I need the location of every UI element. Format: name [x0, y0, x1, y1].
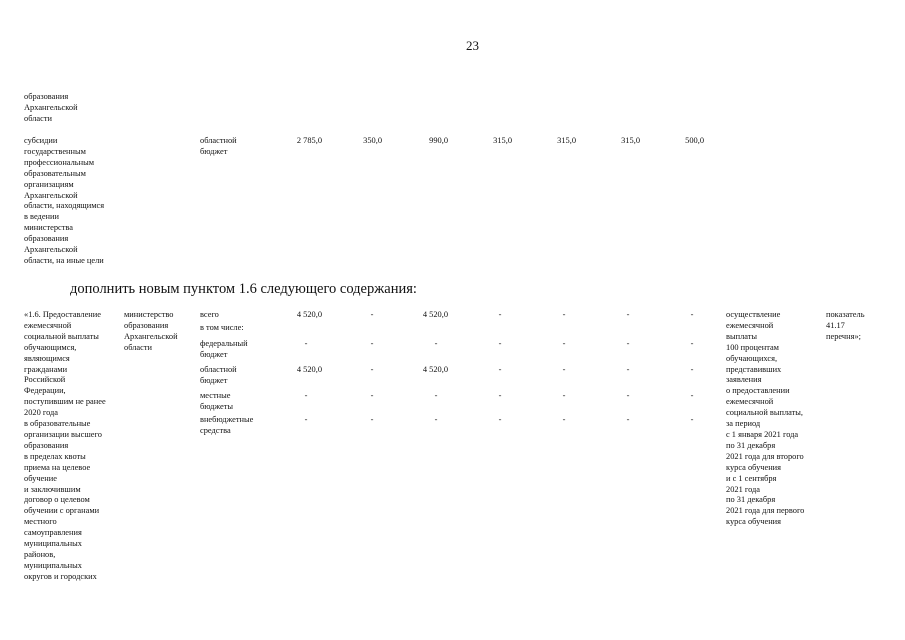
item-line: местного	[24, 517, 57, 527]
expected-result	[726, 310, 804, 528]
org-tail-line: образования	[24, 92, 69, 101]
extrabudgetary-value: -	[690, 415, 694, 424]
total-value: -	[626, 310, 630, 319]
label-line: бюджет	[200, 375, 228, 385]
subsidy-value-2022: 990,0	[429, 136, 448, 145]
item-line: являющимся	[24, 353, 70, 363]
result-line: курса обучения	[726, 462, 782, 472]
subsidy-description	[24, 136, 104, 267]
amendment-heading: дополнить новым пунктом 1.6 следующего содержания:	[70, 281, 417, 297]
regional-value: -	[562, 365, 566, 374]
label-line: федеральный	[200, 339, 248, 348]
federal-value: -	[626, 339, 630, 348]
extrabudgetary-value: -	[434, 415, 438, 424]
result-line: представивших	[726, 364, 782, 374]
result-line: обучающихся,	[726, 353, 778, 363]
label-line: местные	[200, 391, 231, 400]
executor-line: образования	[124, 320, 169, 330]
item-line: «1.6. Предоставление	[24, 310, 101, 319]
description-line: образовательным	[24, 168, 86, 178]
item-line: приема на целевое	[24, 462, 91, 472]
extrabudgetary-value: -	[626, 415, 630, 424]
label-line: бюджеты	[200, 401, 234, 411]
result-line: с 1 января 2021 года	[726, 429, 799, 439]
description-line: государственным	[24, 146, 86, 156]
local-value: -	[690, 391, 694, 400]
indicator-line: 41.17	[826, 320, 845, 330]
description-line: субсидии	[24, 136, 58, 145]
result-line: 2021 года	[726, 484, 760, 494]
local-value: -	[626, 391, 630, 400]
result-line: ежемесячной	[726, 320, 774, 330]
item-line: обучающимся,	[24, 342, 77, 352]
indicator-reference	[826, 310, 865, 343]
result-line: социальной выплаты,	[726, 408, 804, 418]
source-label-total: всего	[200, 310, 219, 319]
item-line: Федерации,	[24, 386, 66, 396]
result-line: по 31 декабря	[726, 495, 776, 505]
description-line: профессиональным	[24, 157, 94, 167]
item-line: в пределах квоты	[24, 451, 86, 461]
extrabudgetary-value: -	[370, 415, 374, 424]
description-line: в ведении	[24, 212, 59, 222]
local-value: -	[370, 391, 374, 400]
regional-value: -	[370, 365, 374, 374]
local-value: -	[562, 391, 566, 400]
item-line: районов,	[24, 549, 56, 559]
indicator-line: перечня»;	[826, 331, 861, 341]
executor-line: области	[124, 342, 152, 352]
item-line: договор о целевом	[24, 495, 90, 505]
subsidy-source	[200, 136, 237, 158]
regional-value: -	[498, 365, 502, 374]
description-line: области, на иные цели	[24, 255, 104, 265]
item-line: в образовательные	[24, 419, 91, 429]
total-value: -	[690, 310, 694, 319]
federal-value: -	[370, 339, 374, 348]
result-line: 2021 года для первого	[726, 506, 805, 516]
regional-value: 4 520,0	[422, 365, 448, 374]
item-line: гражданами	[24, 364, 68, 374]
item-line: обучение	[24, 473, 57, 483]
total-value: -	[370, 310, 374, 319]
regional-value: -	[690, 365, 694, 374]
federal-value: -	[304, 339, 308, 348]
result-line: и с 1 сентября	[726, 473, 777, 483]
local-value: -	[434, 391, 438, 400]
label-line: внебюджетные	[200, 415, 254, 424]
item-line: округов и городских	[24, 571, 97, 581]
extrabudgetary-value: -	[562, 415, 566, 424]
subsidy-value-2021: 350,0	[363, 136, 382, 145]
org-tail-line: Архангельской	[24, 102, 78, 112]
label-line: бюджет	[200, 349, 228, 359]
description-line: Архангельской	[24, 190, 78, 200]
result-line: выплаты	[726, 331, 758, 341]
subsidy-value-2026: 500,0	[685, 136, 704, 145]
item-line: организации высшего	[24, 429, 102, 439]
source-line: областной	[200, 136, 237, 145]
label-line: средства	[200, 425, 231, 435]
federal-value: -	[498, 339, 502, 348]
subsidy-value-2024: 315,0	[557, 136, 576, 145]
item-line: 2020 года	[24, 408, 58, 418]
executor-line: министерство	[124, 310, 174, 319]
item-line: образования	[24, 440, 69, 450]
result-line: о предоставлении	[726, 386, 790, 396]
result-line: ежемесячной	[726, 397, 774, 407]
extrabudgetary-value: -	[498, 415, 502, 424]
item-line: самоуправления	[24, 528, 82, 538]
description-line: области, находящимся	[24, 201, 105, 211]
item-line: муниципальных	[24, 539, 82, 549]
result-line: курса обучения	[726, 517, 782, 527]
federal-value: -	[434, 339, 438, 348]
item-line: муниципальных	[24, 560, 82, 570]
total-value: 4 520,0	[296, 310, 322, 319]
description-line: организациям	[24, 179, 74, 189]
description-line: образования	[24, 234, 69, 244]
description-line: министерства	[24, 223, 73, 233]
item-line: поступившим не ранее	[24, 397, 106, 407]
result-line: осуществление	[726, 310, 781, 319]
item-1-6-description	[24, 310, 106, 583]
indicator-line: показатель	[826, 310, 865, 319]
org-tail-line: области	[24, 113, 52, 123]
result-line: 100 процентам	[726, 342, 779, 352]
result-line: по 31 декабря	[726, 440, 776, 450]
federal-value: -	[562, 339, 566, 348]
regional-value: 4 520,0	[296, 365, 322, 374]
regional-value: -	[626, 365, 630, 374]
item-executor	[124, 310, 178, 354]
result-line: заявления	[726, 375, 762, 385]
org-tail-text	[24, 92, 78, 125]
total-value: -	[498, 310, 502, 319]
item-line: и заключившим	[24, 484, 81, 494]
label-line: областной	[200, 365, 237, 374]
source-label-regional	[200, 365, 237, 387]
source-label-local	[200, 391, 233, 413]
item-line: социальной выплаты	[24, 331, 99, 341]
item-line: обучении с органами	[24, 506, 100, 516]
source-label-including: в том числе:	[200, 323, 244, 332]
total-value: 4 520,0	[422, 310, 448, 319]
local-value: -	[304, 391, 308, 400]
result-line: 2021 года для второго	[726, 451, 804, 461]
result-line: за период	[726, 419, 761, 429]
local-value: -	[498, 391, 502, 400]
subsidy-value-2023: 315,0	[493, 136, 512, 145]
description-line: Архангельской	[24, 245, 78, 255]
subsidy-value-total: 2 785,0	[296, 136, 322, 145]
page-number: 23	[466, 38, 479, 53]
source-line: бюджет	[200, 146, 228, 156]
federal-value: -	[690, 339, 694, 348]
subsidy-value-2025: 315,0	[621, 136, 640, 145]
source-label-extrabudgetary	[200, 415, 253, 437]
source-label-federal	[200, 339, 248, 361]
executor-line: Архангельской	[124, 331, 178, 341]
extrabudgetary-value: -	[304, 415, 308, 424]
item-line: Российской	[24, 375, 66, 385]
item-line: ежемесячной	[24, 320, 72, 330]
total-value: -	[562, 310, 566, 319]
